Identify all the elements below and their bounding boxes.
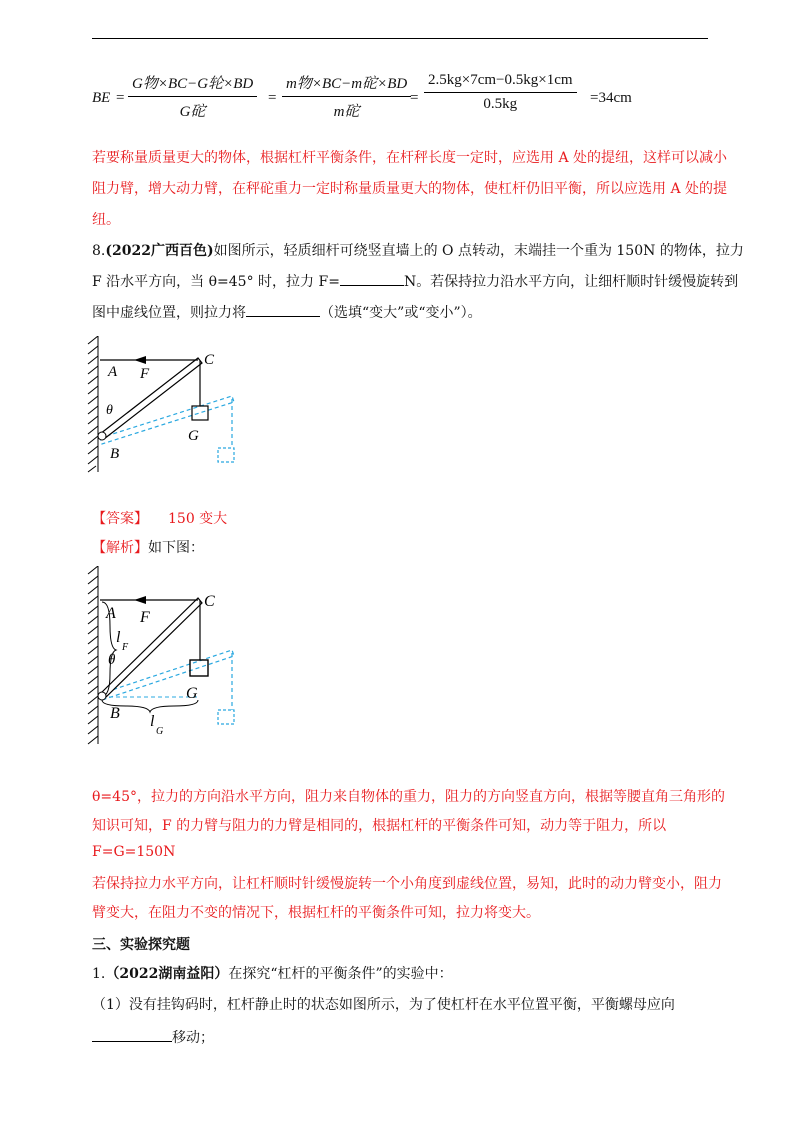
section-heading: 三、实验探究题 xyxy=(92,937,190,953)
label-l-f: l xyxy=(116,629,121,646)
label-l-g: l xyxy=(150,713,155,730)
answer-value: 150 变大 xyxy=(168,511,228,527)
dashed-weight xyxy=(218,448,234,462)
question-source: （2022湖南益阳） xyxy=(105,966,229,982)
answer-blank-2[interactable] xyxy=(246,304,320,317)
explanation-line-3: F=G=150N xyxy=(92,844,176,860)
analysis-text: 如下图： xyxy=(148,540,204,556)
fraction-2-denominator: m砣 xyxy=(333,104,360,120)
prev-answer-line-3: 纽。 xyxy=(92,212,120,228)
lever-figure-1 xyxy=(86,336,246,476)
wall-hatching xyxy=(88,336,98,472)
label-c: C xyxy=(204,593,215,610)
explanation-line-2: 知识可知，F 的力臂与阻力的力臂是相同的，根据杠杆的平衡条件可知，动力等于阻力，所以 xyxy=(92,818,667,834)
fraction-1 xyxy=(128,72,257,121)
question-source: (2022广西百色) xyxy=(105,243,214,259)
explanation-line-4: 若保持拉力水平方向，让杠杆顺时针缓慢旋转一个小角度到虚线位置，易知，此时的动力臂变小，阻力 xyxy=(92,876,722,892)
wall-hatching xyxy=(88,566,98,744)
fraction-1-numerator: G物×BC−G轮×BD xyxy=(128,72,257,97)
fraction-3-denominator: 0.5kg xyxy=(483,96,518,112)
label-theta: θ xyxy=(106,403,113,418)
question-8-line-1 xyxy=(92,240,744,260)
label-b: B xyxy=(110,446,120,462)
pivot xyxy=(98,432,106,440)
label-l-g-sub: G xyxy=(156,726,164,737)
explanation-line-5: 臂变大，在阻力不变的情况下，根据杠杆的平衡条件可知，拉力将变大。 xyxy=(92,905,540,921)
formula-result: =34cm xyxy=(590,90,632,106)
dashed-weight xyxy=(218,710,234,724)
lever-formula xyxy=(92,72,712,128)
question-number: 1. xyxy=(92,966,106,982)
fraction-2 xyxy=(282,72,411,121)
label-a: A xyxy=(106,605,116,622)
experiment-q1-line xyxy=(92,963,453,983)
answer-blank-1[interactable] xyxy=(340,273,404,286)
fraction-3 xyxy=(424,72,577,113)
arrowhead xyxy=(134,596,146,604)
formula-equals: = xyxy=(268,90,277,106)
answer-line xyxy=(92,508,227,528)
formula-equals: = xyxy=(410,90,419,106)
answer-blank-3[interactable] xyxy=(92,1029,172,1042)
fraction-1-denominator: G砣 xyxy=(179,104,206,120)
label-f: F xyxy=(140,609,150,626)
label-l-f-sub: F xyxy=(122,642,129,653)
question-8-line-3 xyxy=(92,302,482,322)
formula-equals: = xyxy=(116,90,125,106)
label-c: C xyxy=(204,352,215,368)
pivot xyxy=(98,692,106,700)
label-g: G xyxy=(188,428,199,444)
fraction-2-numerator: m物×BC−m砣×BD xyxy=(282,72,411,97)
question-text: （选填“变大”或“变小”）。 xyxy=(320,305,482,321)
header-rule xyxy=(92,38,708,39)
question-number: 8. xyxy=(92,243,106,259)
question-text: 图中虚线位置，则拉力将 xyxy=(92,305,246,321)
arrowhead xyxy=(134,356,146,364)
label-b: B xyxy=(110,705,120,722)
analysis-line xyxy=(92,537,204,557)
fraction-3-numerator: 2.5kg×7cm−0.5kg×1cm xyxy=(424,72,577,93)
label-g: G xyxy=(186,685,198,702)
analysis-tag: 【解析】 xyxy=(92,540,148,556)
question-text: 如图所示，轻质细杆可绕竖直墙上的 O 点转动，末端挂一个重为 150N 的物体，拉力 xyxy=(213,243,744,259)
explanation-line-1: θ=45°，拉力的方向沿水平方向，阻力来自物体的重力，阻力的方向竖直方向，根据等腰直角三角形的 xyxy=(92,789,725,805)
question-8-line-2 xyxy=(92,271,738,291)
formula-lhs: BE xyxy=(92,90,111,106)
label-f: F xyxy=(140,366,150,382)
question-text: 移动； xyxy=(172,1030,214,1046)
prev-answer-line-2: 阻力臂，增大动力臂，在秤砣重力一定时称量质量更大的物体，使杠杆仍旧平衡，所以应选用 A 处的提 xyxy=(92,181,728,197)
prev-answer-line-1: 若要称量质量更大的物体，根据杠杆平衡条件，在杆秤长度一定时，应选用 A 处的提纽，这样可以减小 xyxy=(92,150,728,166)
question-text: F 沿水平方向，当 θ=45° 时，拉力 F= xyxy=(92,274,340,290)
question-text: N。若保持拉力沿水平方向，让细杆顺时针缓慢旋转到 xyxy=(403,274,739,290)
experiment-q1-part1-end xyxy=(92,1027,214,1047)
label-a: A xyxy=(108,364,118,380)
label-theta: θ xyxy=(108,652,116,668)
question-text: 在探究“杠杆的平衡条件”的实验中： xyxy=(228,966,453,982)
answer-tag: 【答案】 xyxy=(92,511,148,527)
lever-figure-2 xyxy=(86,566,246,756)
experiment-q1-part1: （1）没有挂钩码时，杠杆静止时的状态如图所示，为了使杠杆在水平位置平衡，平衡螺母应向 xyxy=(92,997,675,1013)
